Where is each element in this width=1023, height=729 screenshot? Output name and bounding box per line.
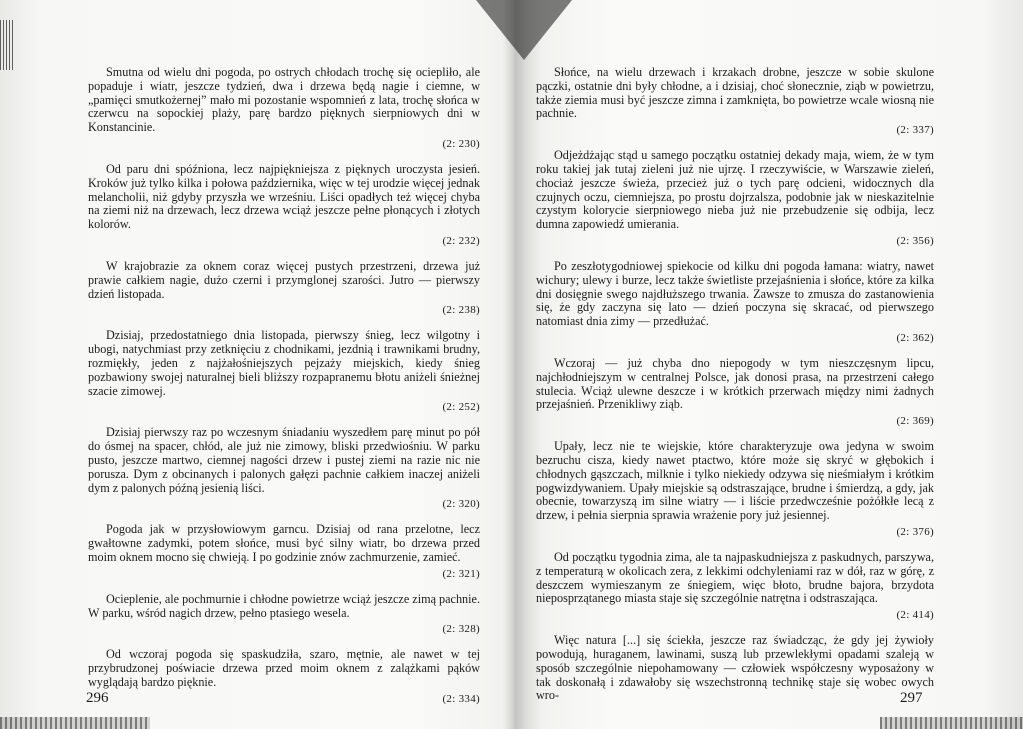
scan-artifact	[0, 20, 14, 70]
entry-reference: (2: 328)	[442, 623, 480, 636]
entry-reference: (2: 414)	[896, 609, 934, 622]
entry-reference: (2: 238)	[442, 304, 480, 317]
entry-reference: (2: 232)	[442, 234, 480, 247]
entry-text: Po zeszłotygodniowej spiekocie od kilku dni pogoda łamana: wiatry, nawet wichury; ulewy i burze, lecz także świetliste przejaśnienia i słońce, które za kilka dni dosięgnie swego najdłuższego trwania. Zawsze to zmusza do zastanowienia się, że gdy zaczyna się lato — dzień poczyna się skracać, od pierwszego natomiast dnia zimy — przedłużać.	[536, 258, 934, 329]
entry-reference: (2: 334)	[442, 692, 480, 705]
entry-reference: (2: 252)	[442, 401, 480, 414]
entry-text: Od wczoraj pogoda się spaskudziła, szaro, mętnie, ale nawet w tej przybrudzonej poświacie drzewa przed moim oknem z zalążkami pąków wyglądają bardzo pięknie.	[88, 647, 480, 689]
entry-reference: (2: 320)	[442, 498, 480, 511]
entry-reference: (2: 362)	[896, 331, 934, 344]
entry-reference: (2: 356)	[896, 234, 934, 247]
entry-text: Słońce, na wielu drzewach i krzakach drobne, jeszcze w sobie skulone pączki, ostatnie dni były chłodne, a i dzisiaj, choć słonecznie, ziąb w powietrzu, także ziemia musi być jeszcze zimna i zamknięta, bo powietrze wcale wiosną nie pachnie.	[536, 65, 934, 121]
entry-text: Upały, lecz nie te wiejskie, które charakteryzuje owa jedyna w swoim bezruchu cisza, kiedy nawet ptactwo, które może się skryć w głębokich i chłodnych gąszczach, milknie i tylko niekiedy odzywa się nieśmiałym i krótkim pogwizdywaniem. Upały miejskie są odstraszające, brudne i śmierdzą, a gdy, jak obecnie, towarzyszą im silne wiatry — i liście przedwcześnie pożółkłe lecą z drzew, i pełnia sierpnia sprawia wrażenie pory już jesiennej.	[536, 439, 934, 523]
entry-text: W krajobrazie za oknem coraz więcej pustych przestrzeni, drzewa już prawie całkiem nagie, dużo czerni i przymglonej szarości. Jutro — pierwszy dzień listopada.	[88, 258, 480, 301]
entry-text: Smutna od wielu dni pogoda, po ostrych chłodach trochę się ociepliło, ale popaduje i wiatr, jeszcze tydzień, dwa i drzewa będą nagie i ciemne, w „pamięci smutkożernej” mało mi pozostanie wspomnień z lata, trochę słońca w czerwcu na sopockiej plaży, parę bardzo pięknych sierpniowych dni w Konstancinie.	[88, 65, 480, 135]
entry-text: Więc natura [...] się ściekła, jeszcze raz świadcząc, że gdy jej żywioły powodują, huraganem, lawinami, suszą lub przewlekłymi opadami szaleją w sposób szczególnie niepohamowany — człowiek współczesny wyposażony w tak doskonałą i zdawałoby się wszechstronną technikę staje się wobec owych wro-	[536, 633, 934, 703]
entry-text: Wczoraj — już chyba dno niepogody w tym nieszczęsnym lipcu, najchłodniejszym w centralnej Polsce, jak donosi prasa, na przestrzeni całego stulecia. Wciąż ulewne deszcze i w krótkich przerwach między nimi żadnych przejaśnień. Przenikliwy ziąb.	[536, 355, 934, 412]
entry-text: Pogoda jak w przysłowiowym garncu. Dzisiaj od rana przelotne, lecz gwałtowne zadymki, potem słońce, musi być silny wiatr, bo drzewa przed moim oknem mocno się chwieją. I po godzinie znów zachmurzenie, zamieć.	[88, 522, 480, 564]
entry-reference: (2: 376)	[896, 525, 934, 538]
scan-artifact	[0, 717, 150, 729]
scan-artifact	[880, 717, 1023, 729]
entry-reference: (2: 337)	[896, 124, 934, 137]
entry-text: Dzisiaj, przedostatniego dnia listopada, pierwszy śnieg, lecz wilgotny i ubogi, natychmiast przy zetknięciu z chodnikami, jezdnią i trawnikami brudny, rozmiękły, jeden z najżałośniejszych pejzaży miejskich, kiedy śnieg pozbawiony swojej naturalnej bieli bliższy rozpapranemu błotu aniżeli śnieżnej szacie zimowej.	[88, 328, 480, 398]
entry-reference: (2: 369)	[896, 415, 934, 428]
fold-shadow	[476, 0, 572, 60]
entry-reference: (2: 230)	[442, 137, 480, 150]
book-gutter	[503, 0, 525, 729]
right-page	[536, 66, 934, 703]
entry-text: Dzisiaj pierwszy raz po wczesnym śniadaniu wyszedłem parę minut po pół do ósmej na spacer, chłód, ale już nie zimowy, bliski przedwiośniu. W parku pusto, jeszcze martwo, ciemnej nagości drzew i pustej ziemi na razie nic nie porusza. Dym z obcinanych i palonych gałęzi pachnie całkiem inaczej aniżeli dym z palonych późną jesienią liści.	[88, 425, 480, 495]
entry-text: Ocieplenie, ale pochmurnie i chłodne powietrze wciąż jeszcze zimą pachnie. W parku, wśród nagich drzew, pełno ptasiego wesela.	[88, 591, 480, 620]
entry-reference: (2: 321)	[442, 567, 480, 580]
entry-text: Od początku tygodnia zima, ale ta najpaskudniejsza z paskudnych, parszywa, z temperaturą w okolicach zera, z lekkimi odchyleniami raz w dół, raz w górę, z deszczem wymieszanym ze śniegiem, więc błoto, brudne bajora, brzydota nieposprzątanego miasta staje się szczególnie natrętna i odstraszająca.	[536, 549, 934, 606]
entry-text: Odjeżdżając stąd u samego początku ostatniej dekady maja, wiem, że w tym roku takiej jak tutaj zieleni już nie ujrzę. I rzeczywiście, w Warszawie zieleń, chociaż jeszcze świeża, przecież już o tych parę odcieni, widocznych dla czujnych oczu, ciemniejsza, po prostu dojrzalsza, podobnie jak w nieskazitelnie czystym kolorycie sierpniowego nieba już nie przebudzenie się odbija, lecz dumna zapowiedź umierania.	[536, 148, 934, 232]
page-number-left: 296	[86, 690, 109, 706]
page-number-right: 297	[900, 690, 923, 706]
left-page	[88, 66, 480, 718]
entry-text: Od paru dni spóźniona, lecz najpiękniejsza z pięknych uroczysta jesień. Kroków już tylko kilka i połowa października, więc w tej urodzie więcej jednak melancholii, niż gdyby przyszła we wrześniu. Liści opadłych też więcej chyba na ziemi niż na drzewach, lecz drzewa wciąż jeszcze pełne płonących i złotych kolorów.	[88, 161, 480, 232]
